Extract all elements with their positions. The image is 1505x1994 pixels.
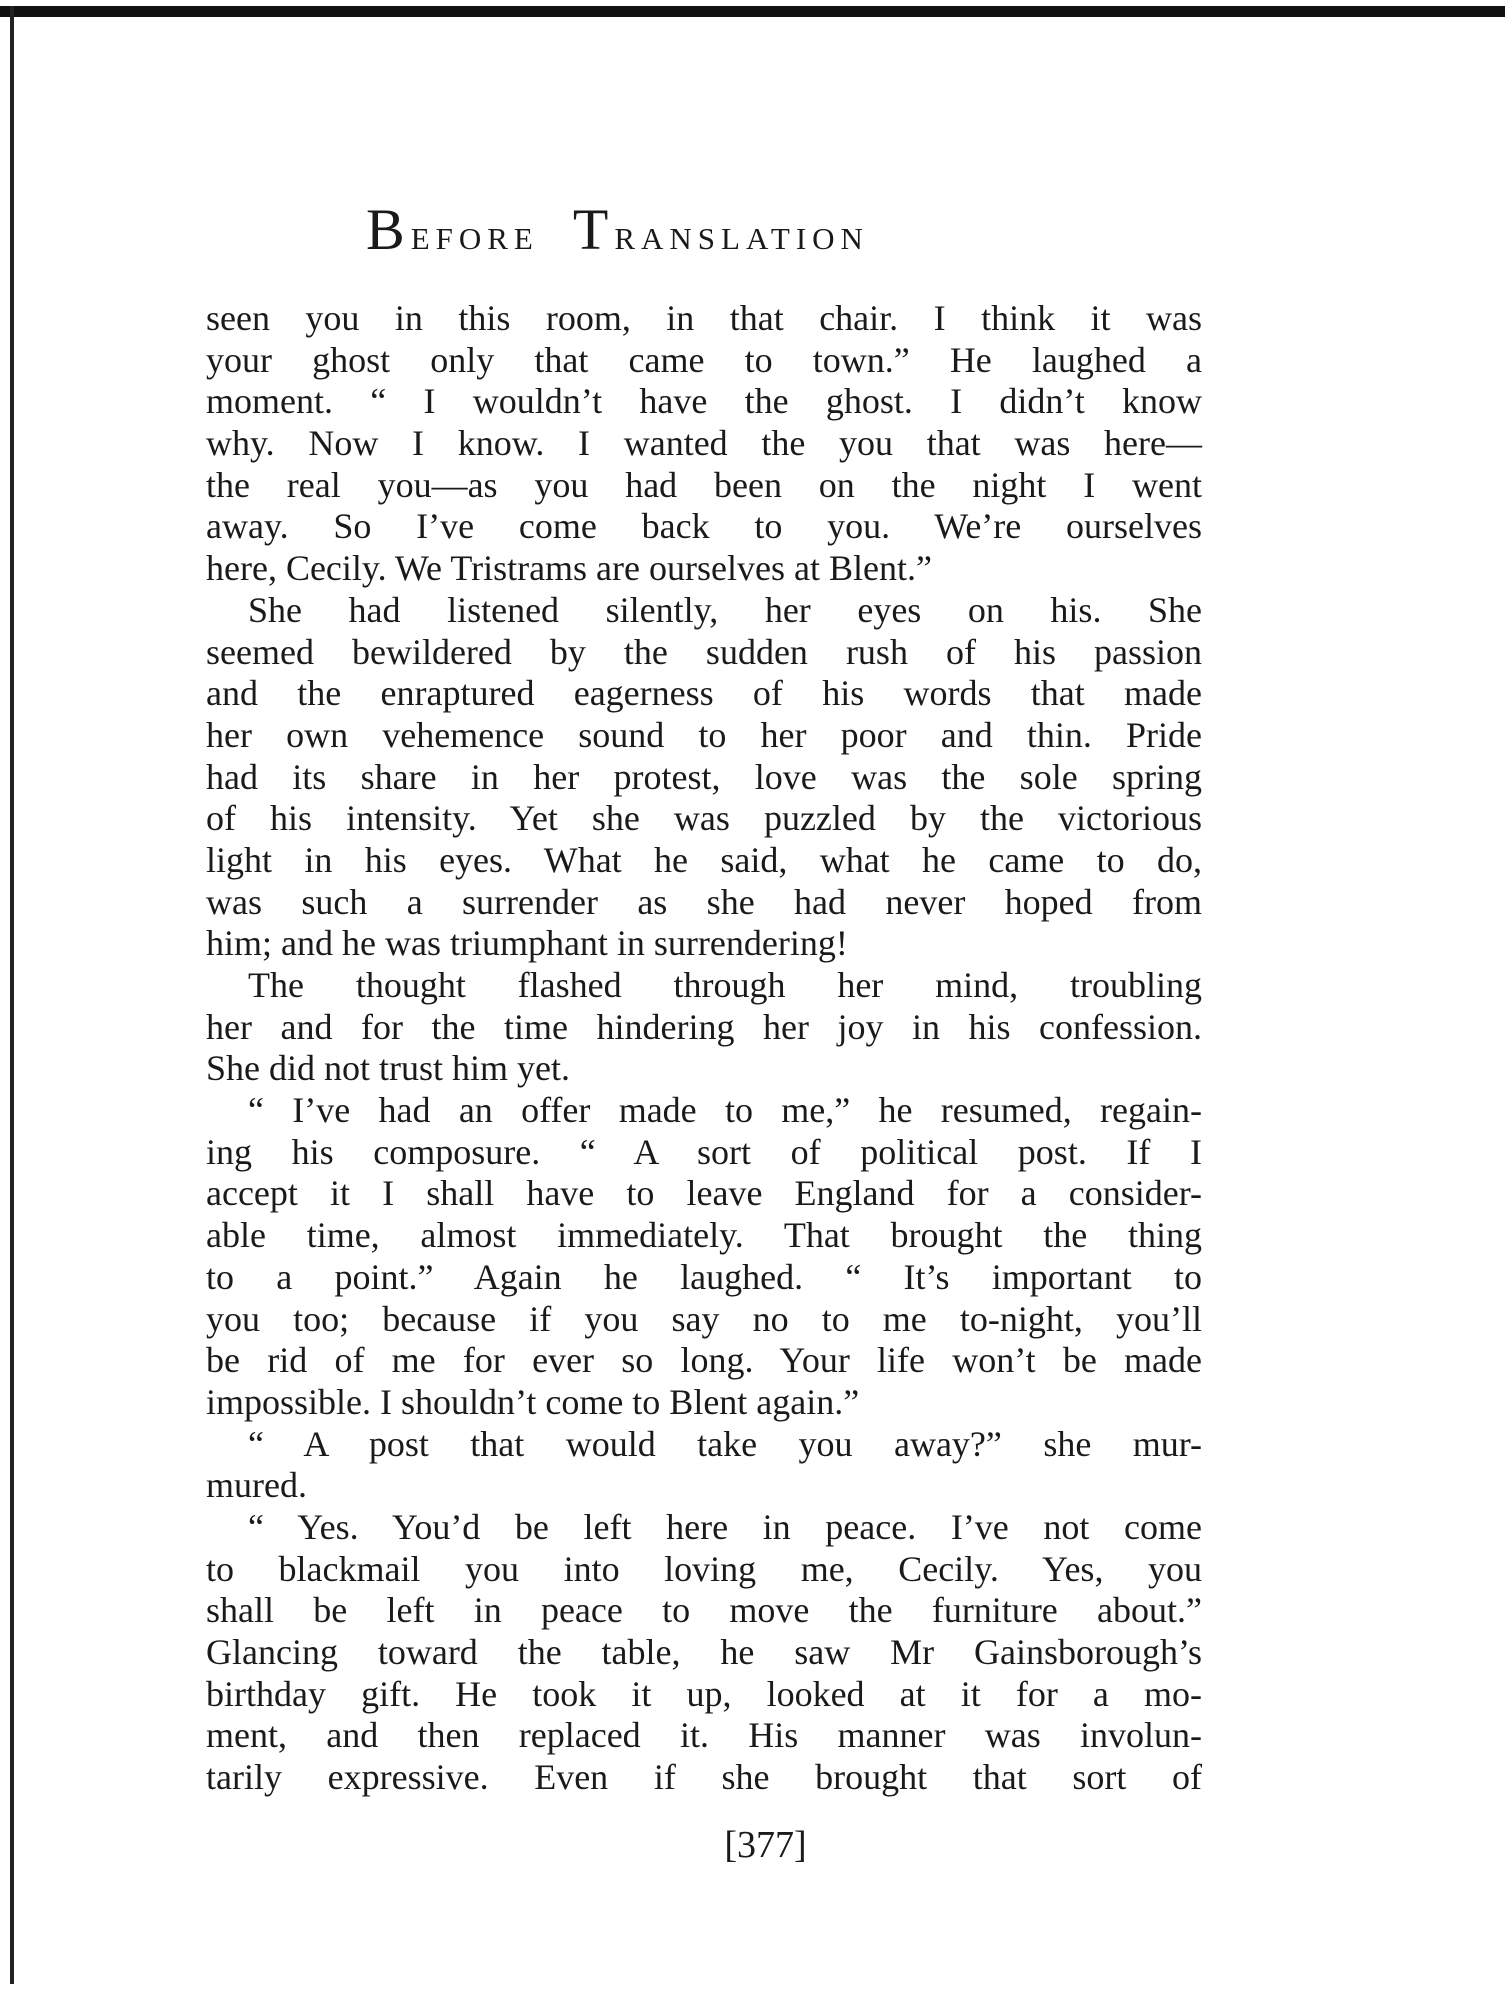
text-line: you too; because if you say no to me to-night, you’ll (206, 1298, 1202, 1339)
text-line: to blackmail you into loving me, Cecily. Yes, you (206, 1548, 1202, 1589)
text-line: light in his eyes. What he said, what he came to do, (206, 839, 1202, 880)
text-line: She did not trust him yet. (206, 1048, 570, 1089)
text-line: Glancing toward the table, he saw Mr Gainsborough’s (206, 1632, 1202, 1672)
text-line: ment, and then replaced it. His manner was involun- (206, 1715, 1202, 1756)
text-line: “ A post that would take you away?” she mur- (248, 1423, 1202, 1464)
text-line: of his intensity. Yet she was puzzled by the victorious (206, 798, 1202, 839)
text-line: seen you in this room, in that chair. I think it was (206, 298, 1202, 338)
running-head-initial-1: B (366, 197, 411, 262)
text-line: your ghost only that came to town.” He laughed a (206, 339, 1202, 380)
text-line: here, Cecily. We Tristrams are ourselves at Blent.” (206, 548, 932, 589)
text-line: “ I’ve had an offer made to me,” he resumed, regain- (248, 1090, 1202, 1131)
text-line: away. So I’ve come back to you. We’re ourselves (206, 506, 1202, 547)
text-line: impossible. I shouldn’t come to Blent again.” (206, 1381, 860, 1422)
left-border-rule (10, 6, 14, 1984)
running-head-word-2-rest: ranslation (614, 210, 869, 259)
text-line: able time, almost immediately. That brought the thing (206, 1215, 1202, 1256)
page-number (0, 1823, 1505, 1867)
text-line: her own vehemence sound to her poor and thin. Pride (206, 714, 1202, 755)
text-line: was such a surrender as she had never hoped from (206, 881, 1202, 922)
text-line: had its share in her protest, love was the sole spring (206, 756, 1202, 797)
running-head-initial-2: T (572, 197, 615, 262)
text-line: “ Yes. You’d be left here in peace. I’ve not come (248, 1506, 1202, 1547)
text-line: to a point.” Again he laughed. “ It’s important to (206, 1256, 1202, 1297)
running-head-word-1-rest: efore (410, 210, 539, 259)
text-line: her and for the time hindering her joy in his confession. (206, 1006, 1202, 1047)
text-line: and the enraptured eagerness of his words that made (206, 673, 1202, 714)
text-line: tarily expressive. Even if she brought that sort of (206, 1757, 1202, 1798)
page-number-text: [377] (724, 1824, 807, 1866)
text-line: shall be left in peace to move the furniture about.” (206, 1590, 1202, 1631)
text-line: She had listened silently, her eyes on his. She (248, 589, 1202, 630)
top-border-rule (0, 6, 1505, 17)
text-line: mured. (206, 1465, 307, 1506)
text-line: why. Now I know. I wanted the you that was here— (206, 423, 1202, 464)
text-line: him; and he was triumphant in surrendering! (206, 923, 848, 964)
text-line: accept it I shall have to leave England for a consider- (206, 1173, 1202, 1214)
running-head (366, 196, 869, 263)
text-line: moment. “ I wouldn’t have the ghost. I didn’t know (206, 381, 1202, 422)
text-line: be rid of me for ever so long. Your life won’t be made (206, 1340, 1202, 1381)
text-line: ing his composure. “ A sort of political post. If I (206, 1131, 1202, 1172)
text-line: seemed bewildered by the sudden rush of his passion (206, 631, 1202, 672)
text-line: The thought flashed through her mind, troubling (248, 965, 1202, 1005)
text-line: the real you—as you had been on the night I went (206, 464, 1202, 505)
text-line: birthday gift. He took it up, looked at it for a mo- (206, 1673, 1202, 1714)
body-text (206, 298, 1202, 1799)
